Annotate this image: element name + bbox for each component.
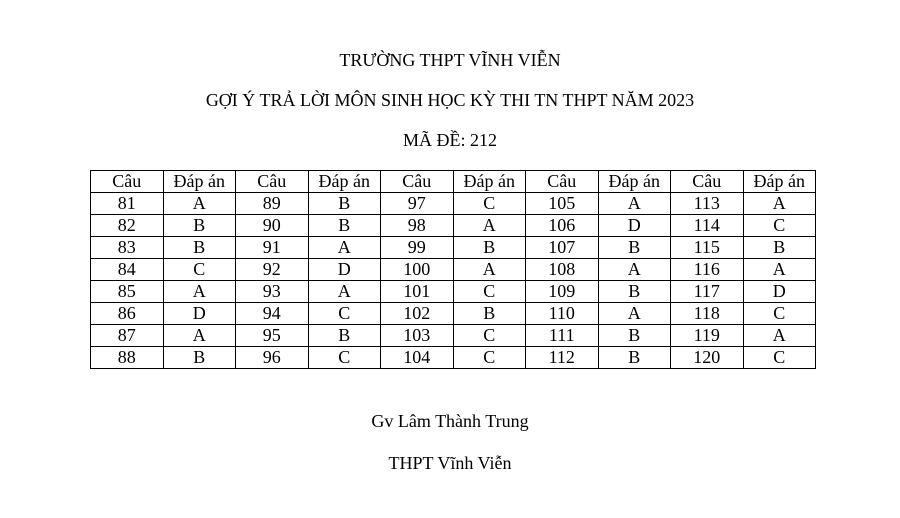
answer-cell: A <box>598 303 671 325</box>
question-number-cell: 92 <box>236 259 309 281</box>
answer-cell: B <box>308 215 381 237</box>
answer-cell: C <box>308 347 381 369</box>
question-number-cell: 115 <box>671 237 744 259</box>
question-number-cell: 111 <box>526 325 599 347</box>
answer-cell: B <box>743 237 816 259</box>
answer-cell: A <box>743 259 816 281</box>
answer-cell: B <box>453 237 526 259</box>
table-row <box>91 259 816 281</box>
answer-cell: A <box>308 237 381 259</box>
question-number-cell: 86 <box>91 303 164 325</box>
question-number-cell: 103 <box>381 325 454 347</box>
question-number-cell: 91 <box>236 237 309 259</box>
question-number-cell: 107 <box>526 237 599 259</box>
answer-cell: A <box>598 193 671 215</box>
question-number-cell: 97 <box>381 193 454 215</box>
column-header-answer: Đáp án <box>598 171 671 193</box>
column-header-question: Câu <box>671 171 744 193</box>
table-row <box>91 193 816 215</box>
answer-cell: A <box>453 215 526 237</box>
question-number-cell: 109 <box>526 281 599 303</box>
answer-cell: C <box>453 347 526 369</box>
answer-cell: B <box>163 347 236 369</box>
answer-cell: B <box>598 325 671 347</box>
column-header-answer: Đáp án <box>743 171 816 193</box>
answer-cell: A <box>163 325 236 347</box>
question-number-cell: 90 <box>236 215 309 237</box>
question-number-cell: 112 <box>526 347 599 369</box>
answer-cell: C <box>453 193 526 215</box>
question-number-cell: 87 <box>91 325 164 347</box>
document-heading: GỢI Ý TRẢ LỜI MÔN SINH HỌC KỲ THI TN THPT NĂM 2023 <box>205 90 695 110</box>
teacher-name: Gv Lâm Thành Trung <box>371 411 529 431</box>
column-header-answer: Đáp án <box>163 171 236 193</box>
answer-cell: B <box>163 237 236 259</box>
question-number-cell: 83 <box>91 237 164 259</box>
question-number-cell: 118 <box>671 303 744 325</box>
table-header-row <box>91 171 816 193</box>
question-number-cell: 95 <box>236 325 309 347</box>
answer-cell: C <box>453 325 526 347</box>
answer-cell: D <box>308 259 381 281</box>
answer-cell: B <box>598 281 671 303</box>
answer-cell: A <box>453 259 526 281</box>
table-row <box>91 303 816 325</box>
question-number-cell: 85 <box>91 281 164 303</box>
school-footer: THPT Vĩnh Viễn <box>388 453 512 473</box>
question-number-cell: 116 <box>671 259 744 281</box>
question-number-cell: 114 <box>671 215 744 237</box>
question-number-cell: 108 <box>526 259 599 281</box>
answer-cell: B <box>308 193 381 215</box>
column-header-answer: Đáp án <box>453 171 526 193</box>
question-number-cell: 119 <box>671 325 744 347</box>
answer-cell: B <box>598 237 671 259</box>
answer-cell: C <box>743 303 816 325</box>
answer-cell: C <box>743 215 816 237</box>
question-number-cell: 84 <box>91 259 164 281</box>
answer-cell: D <box>743 281 816 303</box>
question-number-cell: 98 <box>381 215 454 237</box>
answer-cell: C <box>308 303 381 325</box>
question-number-cell: 81 <box>91 193 164 215</box>
answer-cell: A <box>743 325 816 347</box>
school-title: TRƯỜNG THPT VĨNH VIỄN <box>339 50 561 70</box>
table-row <box>91 215 816 237</box>
answer-cell: D <box>598 215 671 237</box>
answer-cell: D <box>163 303 236 325</box>
question-number-cell: 99 <box>381 237 454 259</box>
column-header-answer: Đáp án <box>308 171 381 193</box>
column-header-question: Câu <box>526 171 599 193</box>
column-header-question: Câu <box>381 171 454 193</box>
answer-key-table-header <box>91 171 816 193</box>
question-number-cell: 117 <box>671 281 744 303</box>
answer-cell: A <box>743 193 816 215</box>
column-header-question: Câu <box>236 171 309 193</box>
question-number-cell: 104 <box>381 347 454 369</box>
answer-key-table-body <box>91 193 816 369</box>
question-number-cell: 100 <box>381 259 454 281</box>
question-number-cell: 93 <box>236 281 309 303</box>
question-number-cell: 102 <box>381 303 454 325</box>
answer-cell: A <box>598 259 671 281</box>
question-number-cell: 96 <box>236 347 309 369</box>
answer-cell: C <box>743 347 816 369</box>
answer-key-table <box>90 170 816 369</box>
answer-cell: C <box>453 281 526 303</box>
question-number-cell: 105 <box>526 193 599 215</box>
question-number-cell: 101 <box>381 281 454 303</box>
answer-cell: B <box>453 303 526 325</box>
answer-cell: B <box>598 347 671 369</box>
answer-cell: A <box>163 193 236 215</box>
exam-code: MÃ ĐỀ: 212 <box>403 130 497 150</box>
question-number-cell: 94 <box>236 303 309 325</box>
answer-cell: B <box>308 325 381 347</box>
table-row <box>91 237 816 259</box>
table-row <box>91 347 816 369</box>
table-row <box>91 281 816 303</box>
question-number-cell: 120 <box>671 347 744 369</box>
answer-cell: C <box>163 259 236 281</box>
answer-cell: A <box>163 281 236 303</box>
table-row <box>91 325 816 347</box>
question-number-cell: 88 <box>91 347 164 369</box>
answer-cell: B <box>163 215 236 237</box>
question-number-cell: 106 <box>526 215 599 237</box>
question-number-cell: 110 <box>526 303 599 325</box>
question-number-cell: 89 <box>236 193 309 215</box>
question-number-cell: 82 <box>91 215 164 237</box>
column-header-question: Câu <box>91 171 164 193</box>
answer-cell: A <box>308 281 381 303</box>
question-number-cell: 113 <box>671 193 744 215</box>
